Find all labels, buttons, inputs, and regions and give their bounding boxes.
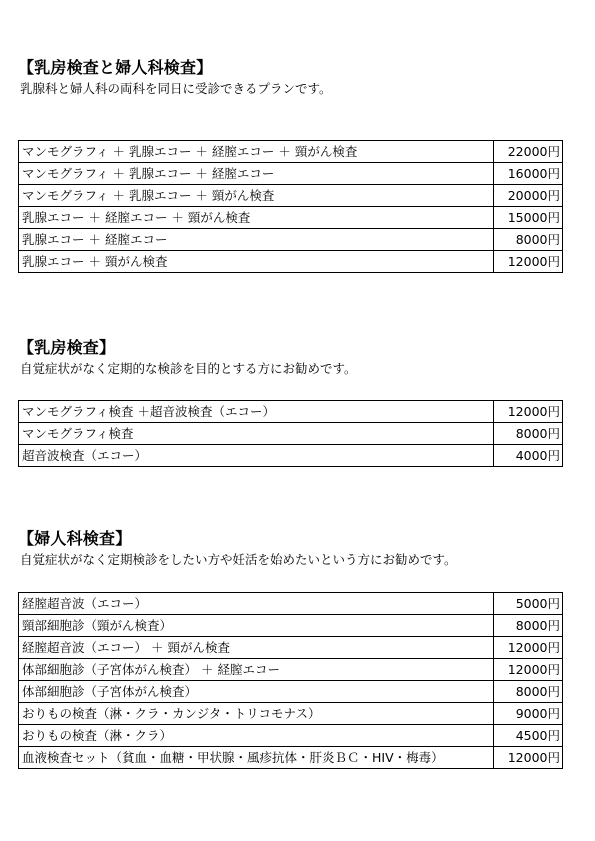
- item-name: 超音波検査（エコー）: [19, 445, 494, 467]
- table-row: [19, 423, 563, 445]
- table-row: [19, 659, 563, 681]
- item-price: 8000円: [494, 229, 563, 251]
- item-price: 12000円: [494, 401, 563, 423]
- section-breast-exam: [18, 338, 563, 463]
- table-row: [19, 141, 563, 163]
- table-row: [19, 703, 563, 725]
- item-price: 12000円: [494, 659, 563, 681]
- item-name: おりもの検査（淋・クラ）: [19, 725, 494, 747]
- item-name: 乳腺エコー ＋ 頸がん検査: [19, 251, 494, 273]
- section-gynecology-exam: [18, 529, 563, 765]
- table-row: [19, 207, 563, 229]
- item-price: 4000円: [494, 445, 563, 467]
- item-name: 経膣超音波（エコー） ＋ 頸がん検査: [19, 637, 494, 659]
- table-row: [19, 445, 563, 467]
- item-name: マンモグラフィ ＋ 乳腺エコー ＋ 経膣エコー ＋ 頸がん検査: [19, 141, 494, 163]
- table-row: [19, 725, 563, 747]
- section-title: 【乳房検査】: [18, 338, 116, 357]
- item-price: 20000円: [494, 185, 563, 207]
- item-name: 体部細胞診（子宮体がん検査） ＋ 経膣エコー: [19, 659, 494, 681]
- price-table: [18, 592, 563, 769]
- section-description: 自覚症状がなく定期検診をしたい方や妊活を始めたいという方にお勧めです。: [20, 552, 457, 567]
- item-name: マンモグラフィ ＋ 乳腺エコー ＋ 頸がん検査: [19, 185, 494, 207]
- table-row: [19, 681, 563, 703]
- table-row: [19, 185, 563, 207]
- item-price: 8000円: [494, 681, 563, 703]
- item-price: 8000円: [494, 423, 563, 445]
- item-name: 体部細胞診（子宮体がん検査）: [19, 681, 494, 703]
- section-title: 【婦人科検査】: [18, 529, 132, 548]
- table-row: [19, 251, 563, 273]
- item-name: マンモグラフィ検査 ＋超音波検査（エコー）: [19, 401, 494, 423]
- item-name: 乳腺エコー ＋ 経膣エコー: [19, 229, 494, 251]
- table-row: [19, 401, 563, 423]
- item-name: マンモグラフィ検査: [19, 423, 494, 445]
- item-name: 乳腺エコー ＋ 経膣エコー ＋ 頸がん検査: [19, 207, 494, 229]
- table-row: [19, 637, 563, 659]
- section-description: 乳腺科と婦人科の両科を同日に受診できるプランです。: [20, 81, 332, 96]
- section-title: 【乳房検査と婦人科検査】: [18, 58, 213, 77]
- item-price: 22000円: [494, 141, 563, 163]
- item-price: 12000円: [494, 251, 563, 273]
- price-table: [18, 400, 563, 467]
- item-price: 8000円: [494, 615, 563, 637]
- item-name: マンモグラフィ ＋ 乳腺エコー ＋ 経膣エコー: [19, 163, 494, 185]
- item-price: 16000円: [494, 163, 563, 185]
- item-name: 頸部細胞診（頸がん検査）: [19, 615, 494, 637]
- section-breast-and-gynecology: [18, 58, 563, 269]
- table-row: [19, 229, 563, 251]
- item-name: 経膣超音波（エコー）: [19, 593, 494, 615]
- item-name: 血液検査セット（貧血・血糖・甲状腺・風疹抗体・肝炎ＢＣ・HIV・梅毒）: [19, 747, 494, 769]
- table-row: [19, 163, 563, 185]
- item-price: 4500円: [494, 725, 563, 747]
- section-description: 自覚症状がなく定期的な検診を目的とする方にお勧めです。: [20, 361, 357, 376]
- item-price: 5000円: [494, 593, 563, 615]
- item-price: 15000円: [494, 207, 563, 229]
- table-row: [19, 747, 563, 769]
- item-price: 9000円: [494, 703, 563, 725]
- item-price: 12000円: [494, 747, 563, 769]
- item-name: おりもの検査（淋・クラ・カンジタ・トリコモナス）: [19, 703, 494, 725]
- table-row: [19, 593, 563, 615]
- item-price: 12000円: [494, 637, 563, 659]
- price-table: [18, 140, 563, 273]
- table-row: [19, 615, 563, 637]
